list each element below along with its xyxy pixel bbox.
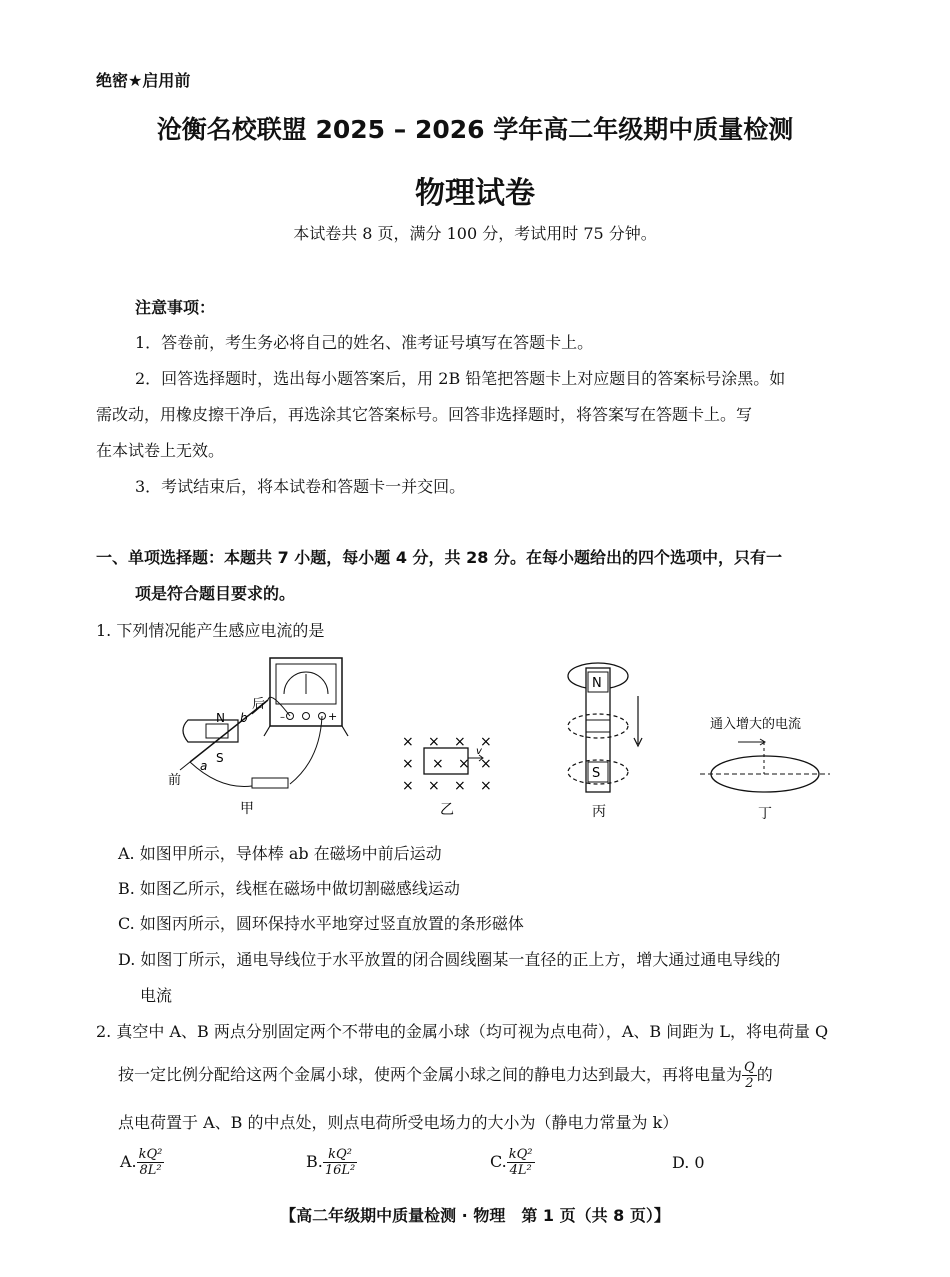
question-2-line-3: 点电荷置于 A、B 的中点处，则点电荷所受电场力的大小为（静电力常量为 k） (118, 1113, 679, 1132)
option-b-numerator: kQ² (323, 1147, 357, 1163)
note-2-line-2: 需改动，用橡皮擦干净后，再选涂其它答案标号。回答非选择题时，将答案写在答题卡上。写 (96, 405, 753, 424)
note-2-line-3: 在本试卷上无效。 (96, 441, 225, 460)
option-c-fraction (507, 1147, 535, 1178)
question-2-option-c (490, 1145, 535, 1179)
field-cross: × (458, 756, 470, 772)
option-a-denominator: 8L² (139, 1163, 162, 1178)
question-2-option-b (306, 1145, 357, 1179)
field-cross: × (402, 734, 414, 750)
option-c-label: C. (490, 1152, 507, 1171)
field-cross: × (402, 756, 414, 772)
option-b-denominator: 16L² (324, 1163, 356, 1178)
fraction-denominator: 2 (745, 1076, 754, 1091)
figure-bing-caption: 丙 (592, 804, 606, 820)
field-cross: × (480, 756, 492, 772)
bing-magnet-north: N (592, 676, 602, 691)
option-c-numerator: kQ² (508, 1147, 533, 1162)
direction-front: 前 (168, 773, 182, 788)
field-cross: × (480, 778, 492, 794)
meter-minus-terminal: – (280, 712, 285, 723)
figure-jia (160, 650, 360, 820)
option-c-denominator: 4L² (509, 1163, 532, 1178)
q-over-2-fraction (742, 1060, 757, 1091)
question-1-option-c: C. 如图丙所示，圆环保持水平地穿过竖直放置的条形磁体 (118, 914, 524, 933)
option-a-fraction (137, 1147, 165, 1178)
fraction-numerator: Q (744, 1060, 755, 1075)
figure-jia-caption: 甲 (240, 801, 254, 817)
direction-back: 后 (252, 697, 266, 712)
current-note: 通入增大的电流 (710, 717, 802, 732)
question-2-line-2-end: 的 (756, 1065, 773, 1084)
notes-heading: 注意事项： (135, 298, 216, 317)
option-b-fraction (323, 1147, 357, 1178)
field-cross: × (432, 756, 444, 772)
rod-end-b: b (240, 711, 248, 725)
question-1-option-d-line-1: D. 如图丁所示，通电导线位于水平放置的闭合圆线圈某一直径的正上方，增大通过通电导线的 (118, 950, 781, 969)
note-3: 3．考试结束后，将本试卷和答题卡一并交回。 (135, 477, 466, 496)
bing-magnet-south: S (592, 766, 601, 781)
magnetic-field-crosses (402, 734, 492, 794)
note-1: 1．答卷前，考生务必将自己的姓名、准考证号填写在答题卡上。 (135, 333, 594, 352)
field-cross: × (480, 734, 492, 750)
field-cross: × (428, 734, 440, 750)
page-footer: 【高二年级期中质量检测 · 物理 第 1 页（共 8 页）】 (280, 1206, 670, 1225)
rod-end-a: a (200, 759, 208, 773)
figure-ding-caption: 丁 (758, 806, 772, 822)
jia-magnet-south: S (216, 751, 224, 765)
figure-yi (396, 728, 506, 823)
question-2-option-d: D. 0 (672, 1153, 705, 1172)
field-cross: × (428, 778, 440, 794)
option-a-numerator: kQ² (138, 1147, 163, 1162)
question-1-option-b: B. 如图乙所示，线框在磁场中做切割磁感线运动 (118, 879, 460, 898)
question-2-line-2 (118, 1058, 773, 1092)
figure-ding (700, 712, 830, 824)
note-2-line-1: 2．回答选择题时，选出每小题答案后，用 2B 铅笔把答题卡上对应题目的答案标号涂黑。如 (135, 369, 786, 388)
figure-bing (560, 660, 650, 822)
meter-plus-terminal: + (328, 710, 338, 723)
figure-yi-caption: 乙 (440, 802, 454, 818)
jia-magnet-north: N (216, 711, 225, 725)
exam-title: 沧衡名校联盟 2025 – 2026 学年高二年级期中质量检测 (156, 115, 794, 144)
field-cross: × (454, 778, 466, 794)
question-2-option-a (120, 1145, 164, 1179)
option-b-label: B. (306, 1152, 323, 1171)
option-a-label: A. (120, 1152, 137, 1171)
question-1-option-a: A. 如图甲所示，导体棒 ab 在磁场中前后运动 (118, 844, 442, 863)
exam-subject: 物理试卷 (415, 176, 535, 211)
field-cross: × (402, 778, 414, 794)
question-2-line-2-text: 按一定比例分配给这两个金属小球，使两个金属小球之间的静电力达到最大，再将电量为 (118, 1065, 743, 1084)
question-1-stem: 1. 下列情况能产生感应电流的是 (96, 621, 325, 640)
field-cross: × (454, 734, 466, 750)
section-1-heading-line-1: 一、单项选择题：本题共 7 小题，每小题 4 分，共 28 分。在每小题给出的四个选项中，只有一 (96, 548, 782, 567)
section-1-heading-line-2: 项是符合题目要求的。 (135, 584, 296, 603)
velocity-label: v (476, 746, 482, 757)
exam-info: 本试卷共 8 页，满分 100 分，考试用时 75 分钟。 (293, 224, 657, 243)
question-2-line-1: 2. 真空中 A、B 两点分别固定两个不带电的金属小球（均可视为点电荷），A、B 间距为 L，将电荷量 Q (96, 1022, 829, 1041)
confidential-label: 绝密★启用前 (96, 71, 191, 90)
question-1-option-d-line-2: 电流 (140, 986, 173, 1005)
